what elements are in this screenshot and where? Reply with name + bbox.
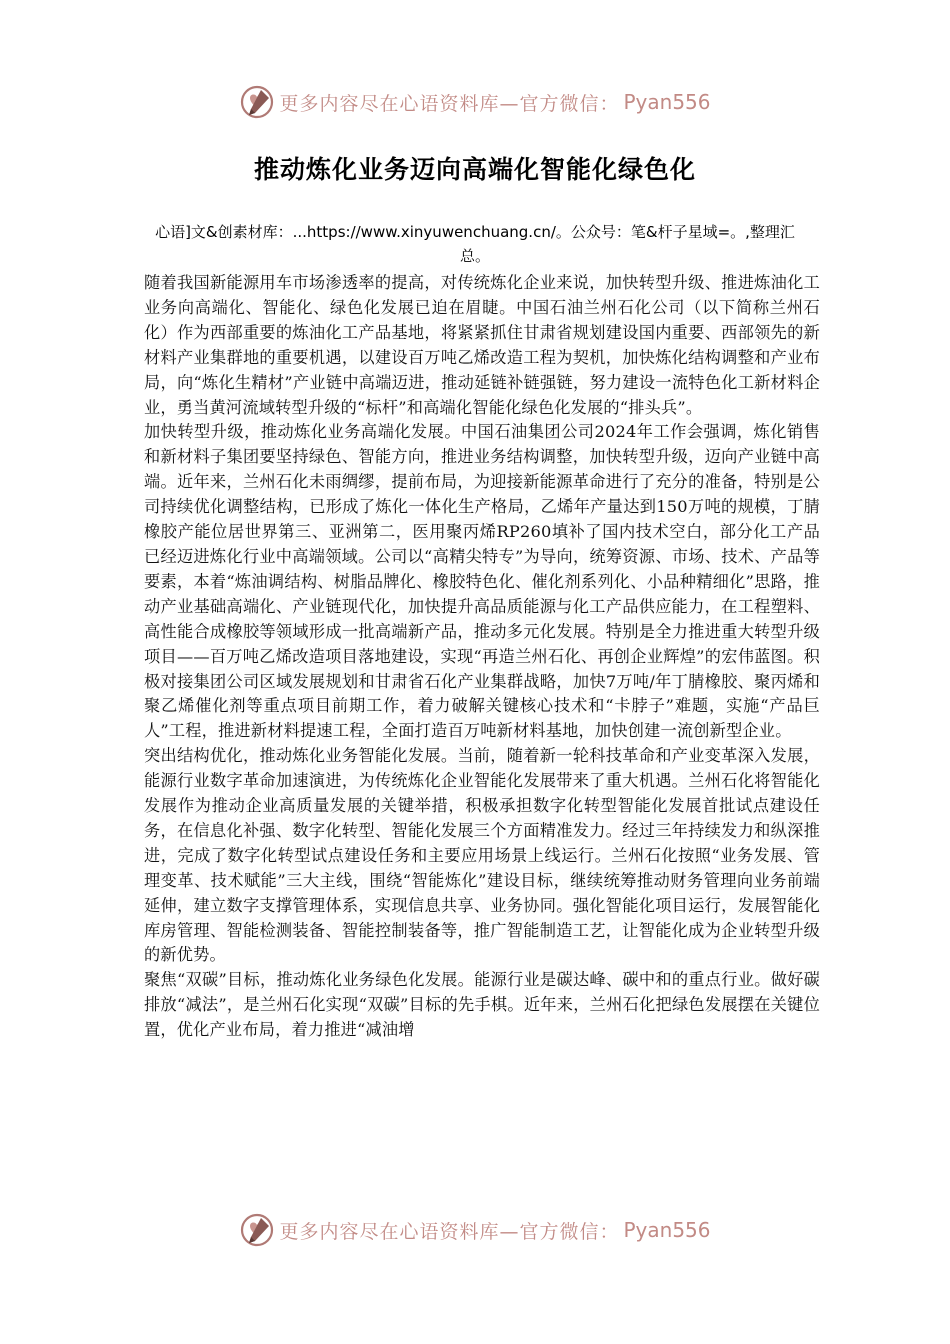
watermark-text: 更多内容尽在心语资料库—官方微信： xyxy=(279,92,620,115)
paragraph: 加快转型升级，推动炼化业务高端化发展。中国石油集团公司2024年工作会强调，炼化销售和新材料子集团要坚持绿色、智能方向，推进业务结构调整，加快转型升级，迈向产业链中高端。近年来，兰州石化未雨绸缪，提前布局，为迎接新能源革命进行了充分的准备，特别是公司持续优化调整结构，已形成了炼化一体化生产格局，乙烯年产量达到150万吨的规模，丁腈橡胶产能位居世界第三、亚洲第二，医用聚丙烯RP260填补了国内技术空白，部分化工产品已经迈进炼化行业中高端领域。公司以“高精尖特专”为导向，统筹资源、市场、技术、产品等要素，本着“炼油调结构、树脂品牌化、橡胶特色化、催化剂系列化、小品种精细化”思路，推动产业基础高端化、产业链现代化，加快提升高品质能源与化工产品供应能力，在工程塑料、高性能合成橡胶等领域形成一批高端新产品，推动多元化发展。特别是全力推进重大转型升级项目——百万吨乙烯改造项目落地建设，实现“再造兰州石化、再创企业辉煌”的宏伟蓝图。积极对接集团公司区域发展规划和甘肃省石化产业集群战略，加快7万吨/年丁腈橡胶、聚丙烯和聚乙烯催化剂等重点项目前期工作，着力破解关键核心技术和“卡脖子”难题，实施“产品巨人”工程，推进新材料提速工程，全面打造百万吨新材料基地，加快创建一流创新型企业。 xyxy=(144,422,820,741)
watermark-wechat-handle: Pyan556 xyxy=(623,1218,711,1242)
pen-heart-logo-icon xyxy=(239,1212,275,1248)
source-note: 心语]文&创素材库：...https://www.xinyuwenchuang.cn/。公众号：笔&杆子星域=。,整理汇总。 xyxy=(155,223,795,265)
document-title: 推动炼化业务迈向高端化智能化绿色化 xyxy=(253,155,696,184)
article-body xyxy=(144,271,820,1043)
top-watermark-banner xyxy=(0,82,950,122)
watermark-text: 更多内容尽在心语资料库—官方微信： xyxy=(279,1220,620,1243)
paragraph: 随着我国新能源用车市场渗透率的提高，对传统炼化企业来说，加快转型升级、推进炼油化工业务向高端化、智能化、绿色化发展已迫在眉睫。中国石油兰州石化公司（以下简称兰州石化）作为西部重要的炼油化工产品基地，将紧紧抓住甘肃省规划建设国内重要、西部领先的新材料产业集群地的重要机遇，以建设百万吨乙烯改造工程为契机，加快炼化结构调整和产业布局，向“炼化生精材”产业链中高端迈进，推动延链补链强链，努力建设一流特色化工新材料企业，勇当黄河流域转型升级的“标杆”和高端化智能化绿色化发展的“排头兵”。 xyxy=(144,273,820,417)
paragraph: 聚焦“双碳”目标，推动炼化业务绿色化发展。能源行业是碳达峰、碳中和的重点行业。做好碳排放“减法”，是兰州石化实现“双碳”目标的先手棋。近年来，兰州石化把绿色发展摆在关键位置，优化产业布局，着力推进“减油增 xyxy=(144,970,820,1040)
pen-heart-logo-icon xyxy=(239,84,275,120)
paragraph: 突出结构优化，推动炼化业务智能化发展。当前，随着新一轮科技革命和产业变革深入发展，能源行业数字革命加速演进，为传统炼化企业智能化发展带来了重大机遇。兰州石化将智能化发展作为推动企业高质量发展的关键举措，积极承担数字化转型智能化发展首批试点建设任务，在信息化补强、数字化转型、智能化发展三个方面精准发力。经过三年持续发力和纵深推进，完成了数字化转型试点建设任务和主要应用场景上线运行。兰州石化按照“业务发展、管理变革、技术赋能”三大主线，围绕“智能炼化”建设目标，继续统筹推动财务管理向业务前端延伸，建立数字支撑管理体系，实现信息共享、业务协同。强化智能化项目运行，发展智能化库房管理、智能检测装备、智能控制装备等，推广智能制造工艺，让智能化成为企业转型升级的新优势。 xyxy=(144,746,820,965)
watermark-wechat-handle: Pyan556 xyxy=(623,90,711,114)
bottom-watermark-banner xyxy=(0,1210,950,1250)
